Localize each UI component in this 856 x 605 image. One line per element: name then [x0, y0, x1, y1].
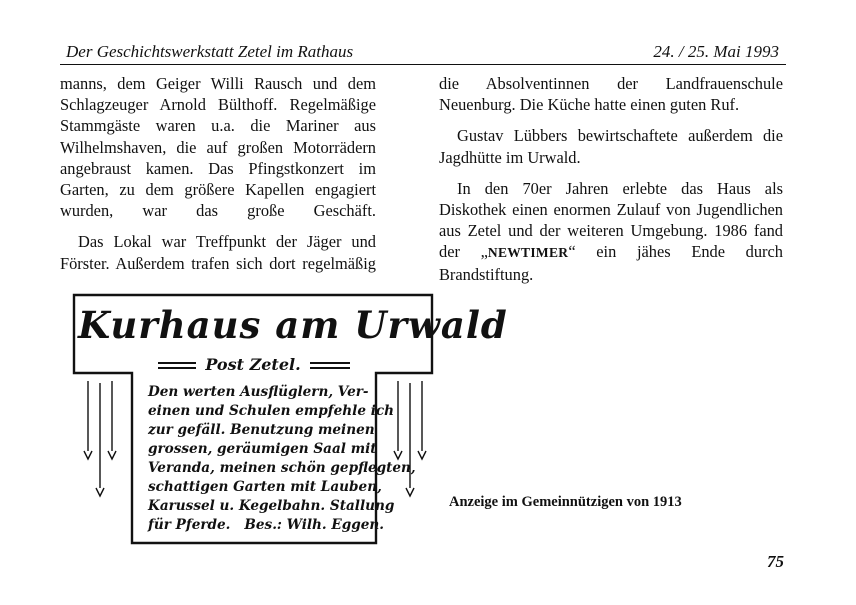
- ad-line: schattigen Garten mit Lauben,: [148, 479, 382, 495]
- ad-line: grossen, geräumigen Saal mit: [148, 441, 377, 457]
- text-column-right: [439, 73, 783, 295]
- text-column-left: [60, 73, 376, 284]
- ad-line: zur gefäll. Benutzung meinen: [148, 422, 375, 438]
- page-number: 75: [767, 552, 784, 571]
- advertisement-image: [60, 293, 508, 549]
- running-header-date: 24. / 25. Mai 1993: [653, 42, 779, 61]
- header-rule: [60, 64, 786, 65]
- paragraph: Gustav Lübbers bewirtschaftete außerdem die Jagdhütte im Urwald.: [439, 126, 783, 167]
- advertisement-text: [148, 383, 416, 535]
- image-caption: Anzeige im Gemeinnützigen von 1913: [449, 494, 682, 510]
- advertisement-title: Kurhaus am Urwald: [78, 303, 508, 347]
- paragraph: manns, dem Geiger Willi Rausch und dem Schlagzeuger Arnold Bülthoff. Regelmäßige Stammgäste waren u.a. die Mariner aus Wilhelmshaven, die auf großen Motorrädern angebraust kamen. Das Pfingstkonzert im Garten, zu dem größere Kapellen engagiert wurden, war das große Geschäft.: [60, 74, 376, 221]
- advertisement-subtitle: Post Zetel.: [205, 355, 301, 374]
- ad-line: einen und Schulen empfehle ich: [148, 403, 395, 419]
- ad-line: Karussel u. Kegelbahn. Stallung: [148, 498, 395, 514]
- ad-line: Veranda, meinen schön gepflegten,: [148, 460, 416, 476]
- paragraph: Das Lokal war Treffpunkt der Jäger und Förster. Außerdem trafen sich dort regelmäßig: [60, 232, 376, 273]
- paragraph-text: “ ein jähes Ende durch Brandstiftung.: [439, 242, 783, 284]
- paragraph-text: In den 70er Jahren erlebte das Haus als Diskothek einen enormen Zulauf von Jugendlichen aus Zetel und der weiteren Umgebung. 1986 fand der „: [439, 178, 783, 262]
- running-header-title: Der Geschichtswerkstatt Zetel im Rathaus: [66, 42, 354, 61]
- paragraph: [439, 178, 783, 285]
- ad-line-last: [148, 516, 385, 535]
- ad-line-left: für Pferde.: [148, 517, 231, 533]
- newtimer-name: NEWTIMER: [487, 245, 569, 261]
- paragraph: die Absolventinnen der Landfrauenschule Neuenburg. Die Küche hatte einen guten Ruf.: [439, 74, 783, 115]
- ad-line: Den werten Ausflüglern, Ver-: [148, 384, 369, 400]
- ad-owner: Bes.: Wilh. Eggen.: [244, 517, 385, 533]
